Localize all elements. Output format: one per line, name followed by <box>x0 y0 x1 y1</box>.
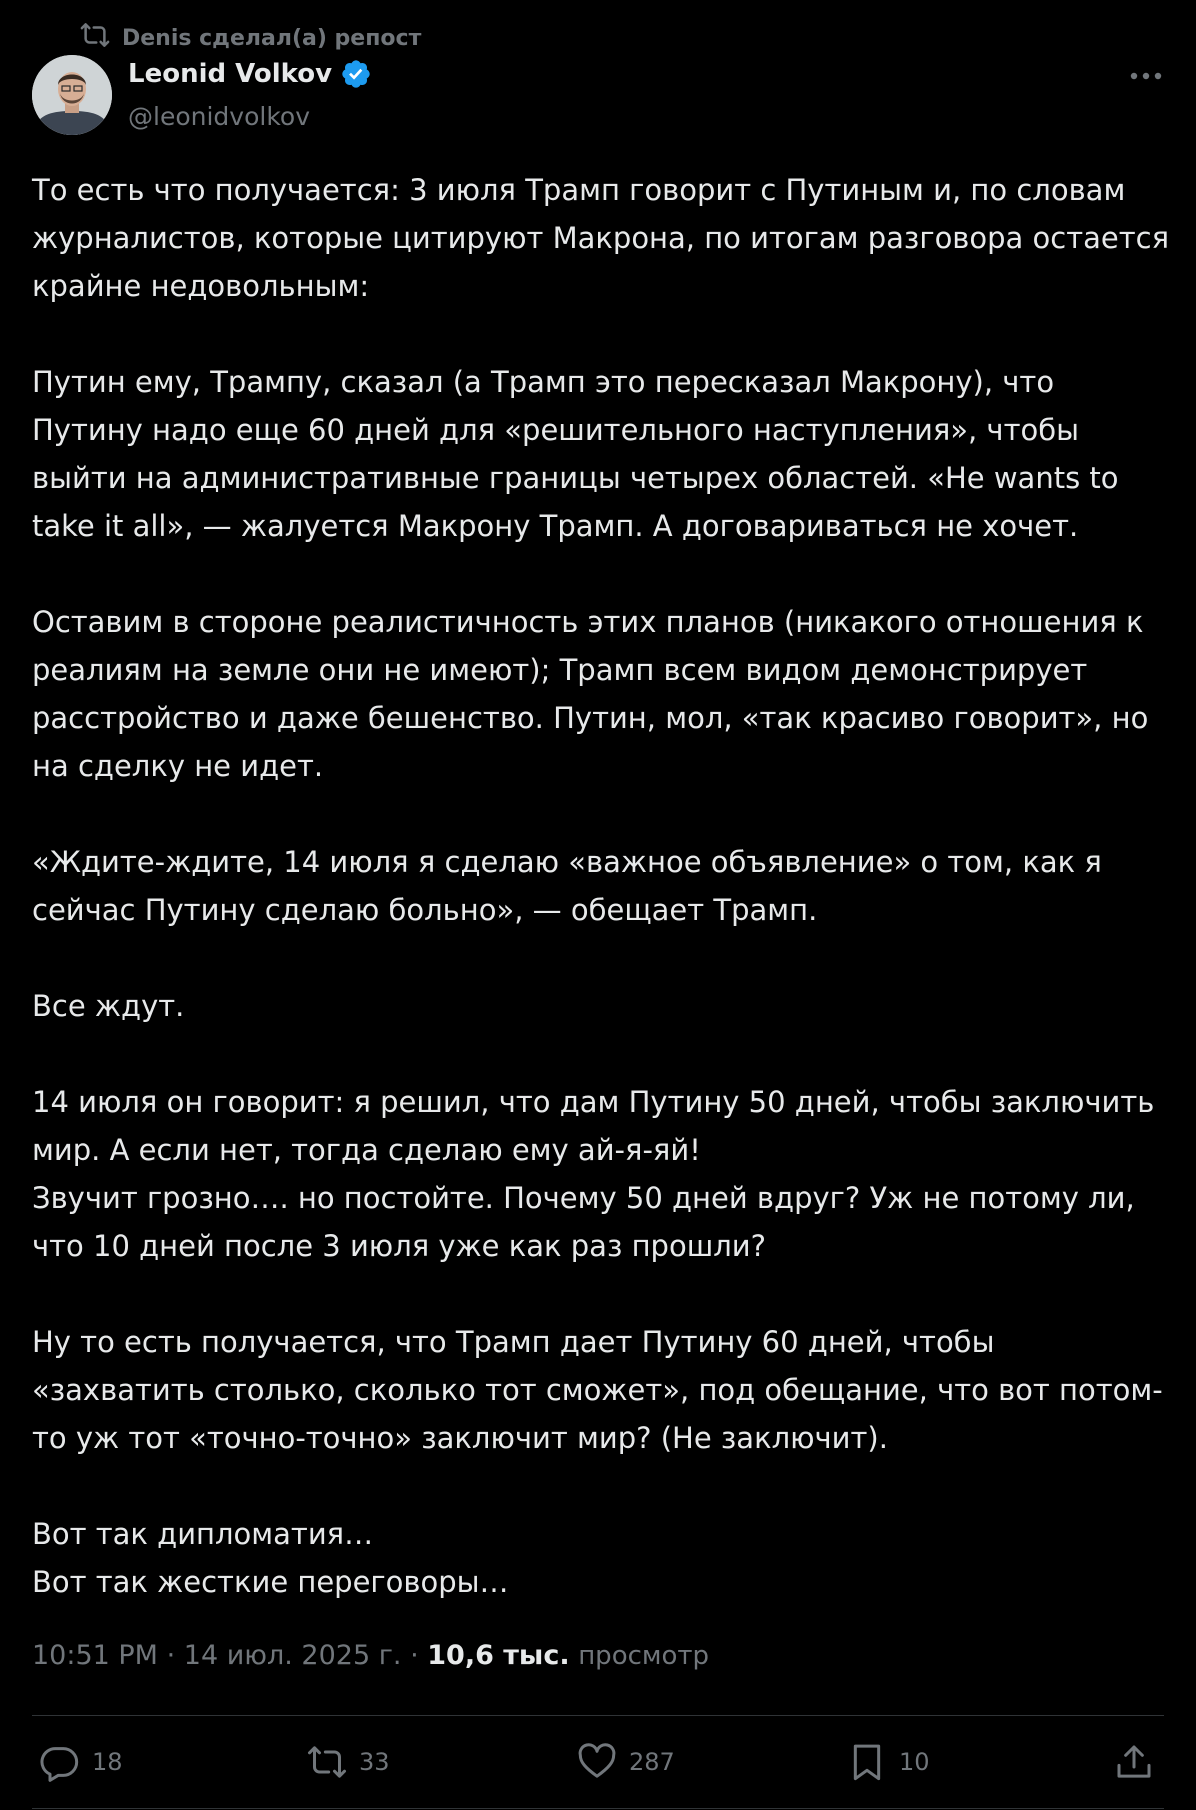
author-name[interactable]: Leonid Volkov <box>128 59 333 89</box>
bookmark-button[interactable] <box>847 1736 930 1788</box>
author-handle[interactable]: @leonidvolkov <box>128 102 310 131</box>
more-options-button[interactable] <box>1126 60 1166 90</box>
tweet-meta <box>32 1640 709 1671</box>
divider <box>32 1808 1164 1809</box>
share-button[interactable] <box>1114 1736 1154 1788</box>
share-icon <box>1114 1742 1154 1782</box>
tweet-paragraph: Путин ему, Трампу, сказал (а Трамп это пересказал Макрону), что Путину надо еще 60 дней для «решительного наступления», чтобы выйти на административные границы четырех областей. «He wants to take it all», — жалуется Макрону Трамп. А договариваться не хочет. <box>32 365 1119 543</box>
tweet-paragraph: Ну то есть получается, что Трамп дает Путину 60 дней, чтобы «захватить столько, сколько тот сможет», под обещание, что вот потом-то уж тот «точно-точно» заключит мир? (Не заключит). <box>32 1325 1163 1455</box>
verified-badge-icon[interactable] <box>340 58 372 90</box>
reply-count: 18 <box>92 1748 123 1776</box>
meta-separator: · <box>410 1640 419 1671</box>
tweet-text <box>32 166 1172 1606</box>
tweet-paragraph: То есть что получается: 3 июля Трамп говорит с Путиным и, по словам журналистов, которые цитируют Макрона, по итогам разговора остается крайне недовольным: <box>32 173 1170 303</box>
tweet-date[interactable]: 14 июл. 2025 г. <box>183 1640 402 1671</box>
more-dots-icon <box>1129 66 1163 85</box>
tweet-paragraph: «Ждите-ждите, 14 июля я сделаю «важное объявление» о том, как я сейчас Путину сделаю больно», — обещает Трамп. <box>32 845 1102 927</box>
repost-label: Denis сделал(а) репост <box>122 25 422 51</box>
meta-separator: · <box>166 1640 176 1671</box>
heart-icon <box>577 1742 617 1782</box>
tweet-paragraph: Вот так дипломатия… Вот так жесткие переговоры… <box>32 1517 509 1599</box>
reply-button[interactable] <box>40 1736 123 1788</box>
like-count: 287 <box>629 1748 675 1776</box>
author-name-row[interactable] <box>128 58 372 90</box>
tweet-paragraph: Оставим в стороне реалистичность этих планов (никакого отношения к реалиям на земле они не имеют); Трамп всем видом демонстрирует расстройство и даже бешенство. Путин, мол, «так красиво говорит», но на сделку не идет. <box>32 605 1149 783</box>
repost-count: 33 <box>359 1748 390 1776</box>
bookmark-icon <box>847 1742 887 1782</box>
tweet-paragraph: 14 июля он говорит: я решил, что дам Путину 50 дней, чтобы заключить мир. А если нет, тогда сделаю ему ай-я-яй! Звучит грозно…. но постойте. Почему 50 дней вдруг? Уж не потому ли, что 10 дней после 3 июля уже как раз прошли? <box>32 1085 1155 1263</box>
repost-button[interactable] <box>307 1736 390 1788</box>
reply-icon <box>40 1742 80 1782</box>
repost-indicator[interactable] <box>80 20 421 56</box>
views-label: просмотр <box>578 1641 710 1671</box>
tweet-paragraph: Все ждут. <box>32 989 185 1023</box>
repost-icon <box>80 20 110 56</box>
bookmark-count: 10 <box>899 1748 930 1776</box>
repost-icon <box>307 1742 347 1782</box>
like-button[interactable] <box>577 1736 675 1788</box>
divider <box>32 1715 1164 1716</box>
views-count: 10,6 тыс. <box>427 1640 570 1671</box>
avatar[interactable] <box>32 55 112 135</box>
tweet-time[interactable]: 10:51 PM <box>32 1640 158 1671</box>
action-bar <box>32 1736 1164 1788</box>
